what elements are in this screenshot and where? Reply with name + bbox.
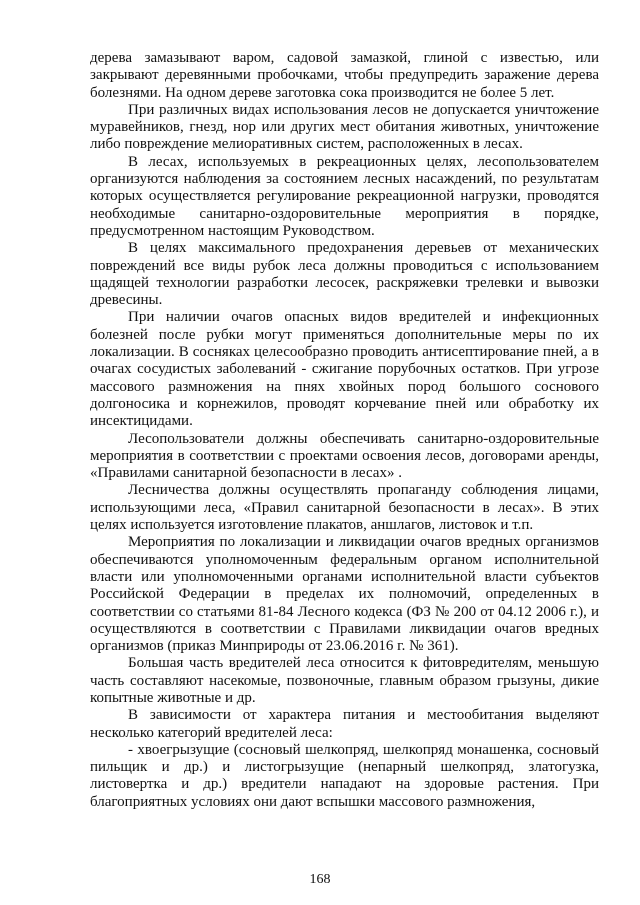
paragraph: При наличии очагов опасных видов вредителей и инфекционных болезней после рубки могут применяться дополнительные меры по их локализации. В сосняках целесообразно проводить антисептирование пней, а в очагах сосудистых заболеваний - сжигание порубочных остатков. При угрозе массового размножения на пнях хвойных пород большого соснового долгоносика и корнежилов, проводят корчевание пней или обработку их инсектицидами. xyxy=(90,309,599,430)
paragraph: Лесничества должны осуществлять пропаганду соблюдения лицами, использующими леса, «Правил санитарной безопасности в лесах». В этих целях используется изготовление плакатов, аншлагов, листовок и т.п. xyxy=(90,482,599,534)
paragraph: Лесопользователи должны обеспечивать санитарно-оздоровительные мероприятия в соответствии с проектами освоения лесов, договорами аренды, «Правилами санитарной безопасности в лесах» . xyxy=(90,430,599,482)
paragraph: Большая часть вредителей леса относится к фитовредителям, меньшую часть составляют насекомые, позвоночные, главным образом грызуны, дикие копытные животные и др. xyxy=(90,655,599,706)
paragraph: - хвоегрызущие (сосновый шелкопряд, шелкопряд монашенка, сосновый пильщик и др.) и листогрызущие (непарный шелкопряд, златогузка, листовертка и др.) вредители нападают на здоровые растения. При благоприятных условиях они дают вспышки массового размножения, xyxy=(90,741,599,810)
paragraph: В зависимости от характера питания и местообитания выделяют несколько категорий вредителей леса: xyxy=(90,707,599,741)
page-number: 168 xyxy=(309,872,331,887)
paragraph: дерева замазывают варом, садовой замазкой, глиной с известью, или закрывают деревянными пробочками, чтобы предупредить заражение дерева болезнями. На одном дереве заготовка сока производится не более 5 лет. xyxy=(90,50,599,101)
paragraph: Мероприятия по локализации и ликвидации очагов вредных организмов обеспечиваются уполномоченным федеральным органом исполнительной власти или уполномоченными органами исполнительной власти субъектов Российской Федерации в пределах их полномочий, определенных в соответствии со статьями 81-84 Лесного кодекса (ФЗ № 200 от 04.12 2006 г.), и осуществляются в соответствии с Правилами ликвидации очагов вредных организмов (приказ Минприроды от 23.06.2016 г. № 361). xyxy=(90,534,599,655)
paragraph: В целях максимального предохранения деревьев от механических повреждений все виды рубок леса должны проводиться с использованием щадящей технологии разработки лесосек, раскряжевки трелевки и вывозки древесины. xyxy=(90,240,599,309)
paragraph: При различных видах использования лесов не допускается уничтожение муравейников, гнезд, нор или других мест обитания животных, уничтожение либо повреждение мелиоративных систем, расположенных в лесах. xyxy=(90,101,599,153)
page-body xyxy=(90,50,599,811)
paragraph: В лесах, используемых в рекреационных целях, лесопользователем организуются наблюдения за состоянием лесных насаждений, по результатам которых осуществляется регулирование рекреационной нагрузки, проводятся необходимые санитарно-оздоровительные мероприятия в порядке, предусмотренном настоящим Руководством. xyxy=(90,153,599,239)
